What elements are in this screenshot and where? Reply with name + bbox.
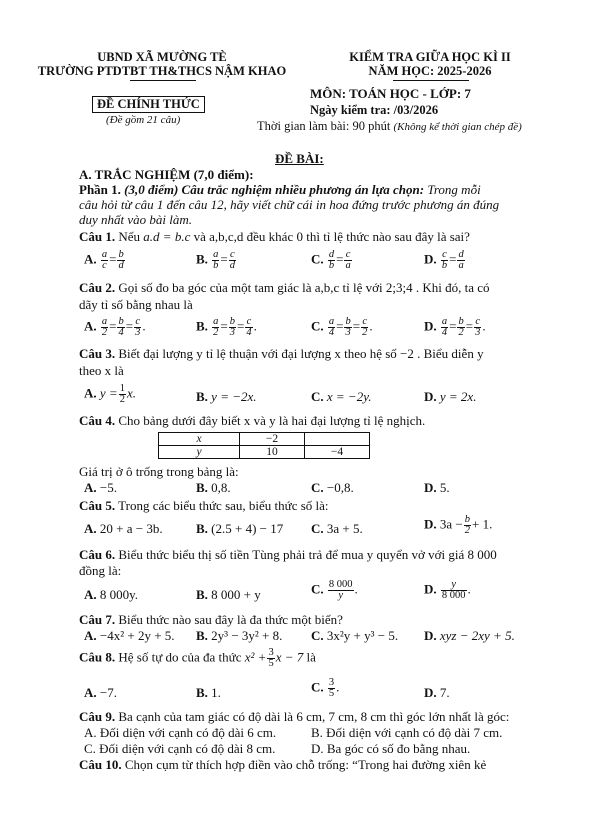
question-4-prompt: Giá trị ở ô trống trong bảng là: <box>79 464 239 479</box>
question-9-option-c[interactable]: C. Đối diện với cạnh có độ dài 8 cm. <box>84 741 276 756</box>
part1-intro-line3: duy nhất vào bài làm. <box>79 212 193 227</box>
question-3-option-b[interactable]: B. y = −2x. <box>196 389 257 404</box>
header-school-year: NĂM HỌC: 2025-2026 <box>368 64 492 78</box>
question-8-option-d[interactable]: D. 7. <box>424 685 450 700</box>
question-6-option-d[interactable]: D. $\frac{y}{8 000}$ . <box>424 579 471 601</box>
table-cell: −2 <box>239 433 304 446</box>
question-6-option-c[interactable]: C. $\frac{8 000}{y}$ . <box>311 579 358 601</box>
question-1-option-d[interactable]: D. $\frac{c}{b}$ = $\frac{d}{a}$ <box>424 249 464 271</box>
question-1-option-c[interactable]: C. $\frac{d}{b}$ = $\frac{c}{a}$ <box>311 249 351 271</box>
question-3-option-a[interactable]: A. y = $\frac{1}{2}$ x. <box>84 383 136 405</box>
table-cell: 10 <box>239 446 304 459</box>
question-2-option-d[interactable]: D. $\frac{a}{4}$ = $\frac{b}{2}$ = $\frac{c}{3}$ . <box>424 316 486 338</box>
question-7-option-c[interactable]: C. 3x²y + y³ − 5. <box>311 628 399 643</box>
header-authority: UBND XÃ MƯỜNG TÈ <box>97 50 227 64</box>
table-cell-blank <box>304 433 369 446</box>
page-title: ĐỀ BÀI: <box>275 151 324 166</box>
question-4-option-b[interactable]: B. 0,8. <box>196 480 231 495</box>
table-cell: −4 <box>304 446 369 459</box>
question-1-option-b[interactable]: B. $\frac{a}{b}$ = $\frac{c}{d}$ <box>196 249 236 271</box>
question-5-option-d[interactable]: D. 3a − $\frac{b}{2}$ + 1. <box>424 514 493 536</box>
exam-time: Thời gian làm bài: 90 phút (Không kể thời gian chép đề) <box>257 119 522 133</box>
question-7-option-b[interactable]: B. 2y³ − 3y² + 8. <box>196 628 283 643</box>
question-8-option-b[interactable]: B. 1. <box>196 685 221 700</box>
question-5-option-a[interactable]: A. 20 + a − 3b. <box>84 521 163 536</box>
question-3-option-d[interactable]: D. y = 2x. <box>424 389 477 404</box>
question-2-option-a[interactable]: A. $\frac{a}{2}$ = $\frac{b}{4}$ = $\frac{c}{3}$ . <box>84 316 146 338</box>
question-8-option-c[interactable]: C. $\frac{3}{5}$ . <box>311 677 340 699</box>
question-count-note: (Đề gồm 21 câu) <box>106 114 181 126</box>
table-row <box>159 433 370 446</box>
question-2-stem-line1: Câu 2. Gọi số đo ba góc của một tam giác là a,b,c tỉ lệ với 2;3;4 . Khi đó, ta có <box>79 280 490 295</box>
subject-line: MÔN: TOÁN HỌC - LỚP: 7 <box>310 86 471 101</box>
question-7-option-a[interactable]: A. −4x² + 2y + 5. <box>84 628 175 643</box>
question-10-stem: Câu 10. Chọn cụm từ thích hợp điền vào chỗ trống: “Trong hai đường xiên kẻ <box>79 757 487 772</box>
table-row <box>159 446 370 459</box>
question-3-stem-line1: Câu 3. Biết đại lượng y tỉ lệ thuận với đại lượng x theo hệ số −2 . Biểu diễn y <box>79 346 484 361</box>
question-5-stem: Câu 5. Trong các biểu thức sau, biểu thức số là: <box>79 498 329 513</box>
question-9-option-a[interactable]: A. Đối diện với cạnh có độ dài 6 cm. <box>84 725 277 740</box>
question-4-option-d[interactable]: D. 5. <box>424 480 450 495</box>
question-6-stem-line2: đồng là: <box>79 563 122 578</box>
part1-intro-line2: câu hỏi từ câu 1 đến câu 12, hãy viết chữ cái in hoa đứng trước phương án đúng <box>79 197 500 212</box>
header-exam-name: KIỂM TRA GIỮA HỌC KÌ II <box>349 50 511 64</box>
question-1-option-a[interactable]: A. $\frac{a}{c}$ = $\frac{b}{d}$ <box>84 249 124 271</box>
header-left-divider <box>130 80 196 81</box>
question-2-option-b[interactable]: B. $\frac{a}{2}$ = $\frac{b}{3}$ = $\frac{c}{4}$ . <box>196 316 257 338</box>
official-exam-label: ĐỀ CHÍNH THỨC <box>92 96 205 113</box>
question-8-stem: Câu 8. Hệ số tự do của đa thức x² + $\frac{3}{5}$ x − 7 là <box>79 647 316 669</box>
question-9-option-d[interactable]: D. Ba góc có số đo bằng nhau. <box>311 741 471 756</box>
question-7-stem: Câu 7. Biểu thức nào sau đây là đa thức một biến? <box>79 612 343 627</box>
question-5-option-b[interactable]: B. (2.5 + 4) − 17 <box>196 521 284 536</box>
exam-date: Ngày kiểm tra: /03/2026 <box>310 103 439 117</box>
question-4-option-a[interactable]: A. −5. <box>84 480 117 495</box>
question-8-option-a[interactable]: A. −7. <box>84 685 117 700</box>
question-6-option-a[interactable]: A. 8 000y. <box>84 587 139 602</box>
question-9-option-b[interactable]: B. Đối diện với cạnh có độ dài 7 cm. <box>311 725 503 740</box>
question-9-stem: Câu 9. Ba cạnh của tam giác có độ dài là 6 cm, 7 cm, 8 cm thì góc lớn nhất là góc: <box>79 709 510 724</box>
question-2-stem-line2: dãy tỉ số bằng nhau là <box>79 297 193 312</box>
header-school: TRƯỜNG PTDTBT TH&THCS NẬM KHAO <box>37 64 287 78</box>
question-6-stem-line1: Câu 6. Biểu thức biểu thị số tiền Tùng phải trả để mua y quyển vở với giá 8 000 <box>79 547 497 562</box>
question-6-option-b[interactable]: B. 8 000 + y <box>196 587 261 602</box>
question-4-stem: Câu 4. Cho bảng dưới đây biết x và y là hai đại lượng tỉ lệ nghịch. <box>79 413 426 428</box>
question-1-stem: Câu 1. Nếu a.d = b.c và a,b,c,d đều khác 0 thì tỉ lệ thức nào sau đây là sai? <box>79 229 470 244</box>
question-5-option-c[interactable]: C. 3a + 5. <box>311 521 363 536</box>
part1-intro-line1: Phần 1. (3,0 điểm) Câu trắc nghiệm nhiều phương án lựa chọn: Trong mỗi <box>79 182 481 197</box>
table-cell: y <box>159 446 240 459</box>
question-2-option-c[interactable]: C. $\frac{a}{4}$ = $\frac{b}{3}$ = $\frac{c}{2}$ . <box>311 316 373 338</box>
question-3-stem-line2: theo x là <box>79 363 124 378</box>
header-right-divider <box>393 80 469 81</box>
table-cell: x <box>159 433 240 446</box>
question-4-table <box>158 432 370 459</box>
question-3-option-c[interactable]: C. x = −2y. <box>311 389 372 404</box>
question-4-option-c[interactable]: C. −0,8. <box>311 480 354 495</box>
question-7-option-d[interactable]: D. xyz − 2xy + 5. <box>424 628 515 643</box>
section-a-heading: A. TRẮC NGHIỆM (7,0 điểm): <box>79 167 254 182</box>
